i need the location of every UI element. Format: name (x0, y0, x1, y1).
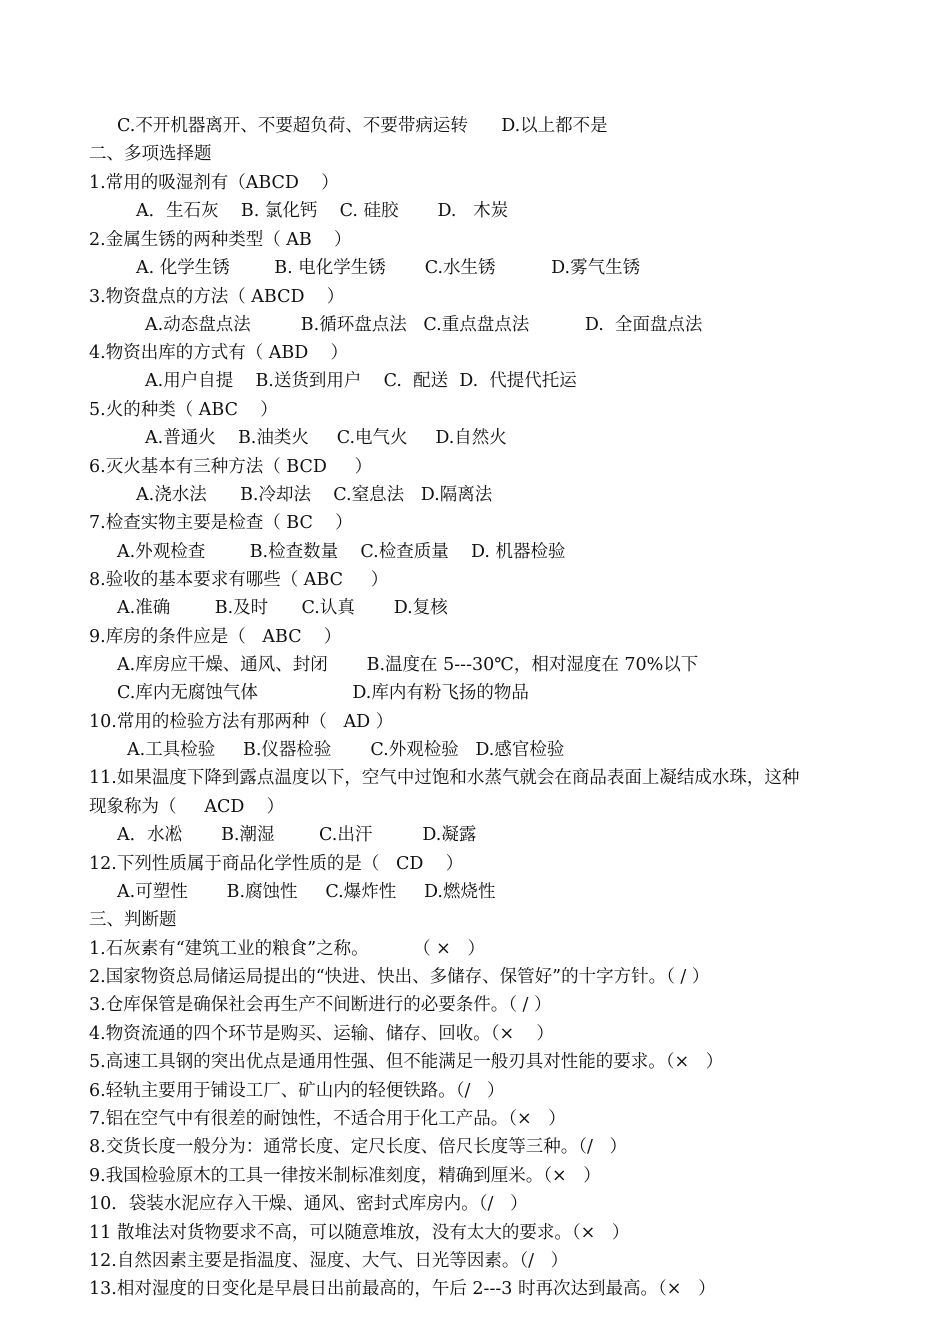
question-line: 6.灭火基本有三种方法（ BCD ） (89, 457, 373, 477)
judgment-line: 2.国家物资总局储运局提出的“快进、快出、多储存、保管好”的十字方针。（ / ） (89, 967, 710, 987)
option-line: A.动态盘点法 B.循环盘点法 C.重点盘点法 D. 全面盘点法 (145, 315, 703, 335)
option-line: A.库房应干燥、通风、封闭 B.温度在 5---30℃，相对湿度在 70%以下 (117, 655, 699, 675)
question-line: 10.常用的检验方法有那两种（ AD ） (89, 712, 394, 732)
question-line: 11.如果温度下降到露点温度以下，空气中过饱和水蒸气就会在商品表面上凝结成水珠，这种 (89, 768, 800, 788)
question-line: 2.金属生锈的两种类型（ AB ） (89, 230, 352, 250)
option-line: A.可塑性 B.腐蚀性 C.爆炸性 D.燃烧性 (117, 882, 496, 902)
option-line: A. 化学生锈 B. 电化学生锈 C.水生锈 D.雾气生锈 (136, 258, 641, 278)
question-line: 现象称为（ ACD ） (89, 797, 285, 817)
question-line: 8.验收的基本要求有哪些（ ABC ） (89, 570, 389, 590)
option-line: A.外观检查 B.检查数量 C.检查质量 D. 机器检验 (117, 542, 566, 562)
judgment-line: 12.自然因素主要是指温度、湿度、大气、日光等因素。（/ ） (89, 1251, 569, 1271)
option-line: A.工具检验 B.仪器检验 C.外观检验 D.感官检验 (127, 740, 565, 760)
judgment-line: 3.仓库保管是确保社会再生产不间断进行的必要条件。（ / ） (89, 995, 552, 1015)
option-line: A.普通火 B.油类火 C.电气火 D.自然火 (145, 428, 507, 448)
question-line: 5.火的种类（ ABC ） (89, 400, 278, 420)
question-line: 3.物资盘点的方法（ ABCD ） (89, 287, 345, 307)
section-heading: 二、多项选择题 (89, 144, 212, 164)
judgment-line: 7.铝在空气中有很差的耐蚀性，不适合用于化工产品。（× ） (89, 1109, 566, 1129)
question-line: 1.常用的吸湿剂有（ABCD ） (89, 173, 339, 193)
option-line: A.准确 B.及时 C.认真 D.复核 (117, 598, 448, 618)
option-line: A．水凇 B.潮湿 C.出汗 D.凝露 (117, 825, 477, 845)
judgment-line: 6.轻轨主要用于铺设工厂、矿山内的轻便铁路。（/ ） (89, 1081, 505, 1101)
question-line: 7.检查实物主要是检查（ BC ） (89, 513, 353, 533)
option-line: A.用户自提 B.送货到用户 C. 配送 D. 代提代托运 (145, 371, 577, 391)
question-line: 12.下列性质属于商品化学性质的是（ CD ） (89, 854, 464, 874)
question-line: 4.物资出库的方式有（ ABD ） (89, 343, 349, 363)
judgment-line: 11 散堆法对货物要求不高，可以随意堆放，没有太大的要求。（× ） (89, 1223, 630, 1243)
judgment-line: 5.高速工具钢的突出优点是通用性强、但不能满足一般刃具对性能的要求。（× ） (89, 1052, 724, 1072)
judgment-line: 10．袋装水泥应存入干燥、通风、密封式库房内。（/ ） (89, 1194, 528, 1214)
judgment-line: 13.相对湿度的日变化是早晨日出前最高的，午后 2---3 时再次达到最高。（× ） (89, 1279, 716, 1299)
option-line: A．生石灰 B. 氯化钙 C. 硅胶 D. 木炭 (136, 201, 509, 221)
option-line: A.浇水法 B.冷却法 C.窒息法 D.隔离法 (136, 485, 493, 505)
option-line: C.库内无腐蚀气体 D.库内有粉飞扬的物品 (117, 683, 529, 703)
option-line: C.不开机器离开、不要超负荷、不要带病运转 D.以上都不是 (117, 116, 608, 136)
judgment-line: 8.交货长度一般分为：通常长度、定尺长度、倍尺长度等三种。（/ ） (89, 1137, 628, 1157)
judgment-line: 1.石灰素有“建筑工业的粮食”之称。 （ × ） (89, 939, 486, 959)
judgment-line: 9.我国检验原木的工具一律按米制标准刻度，精确到厘米。（× ） (89, 1166, 601, 1186)
section-heading: 三、判断题 (89, 910, 177, 930)
question-line: 9.库房的条件应是（ ABC ） (89, 627, 342, 647)
judgment-line: 4.物资流通的四个环节是购买、运输、储存、回收。（× ） (89, 1024, 554, 1044)
